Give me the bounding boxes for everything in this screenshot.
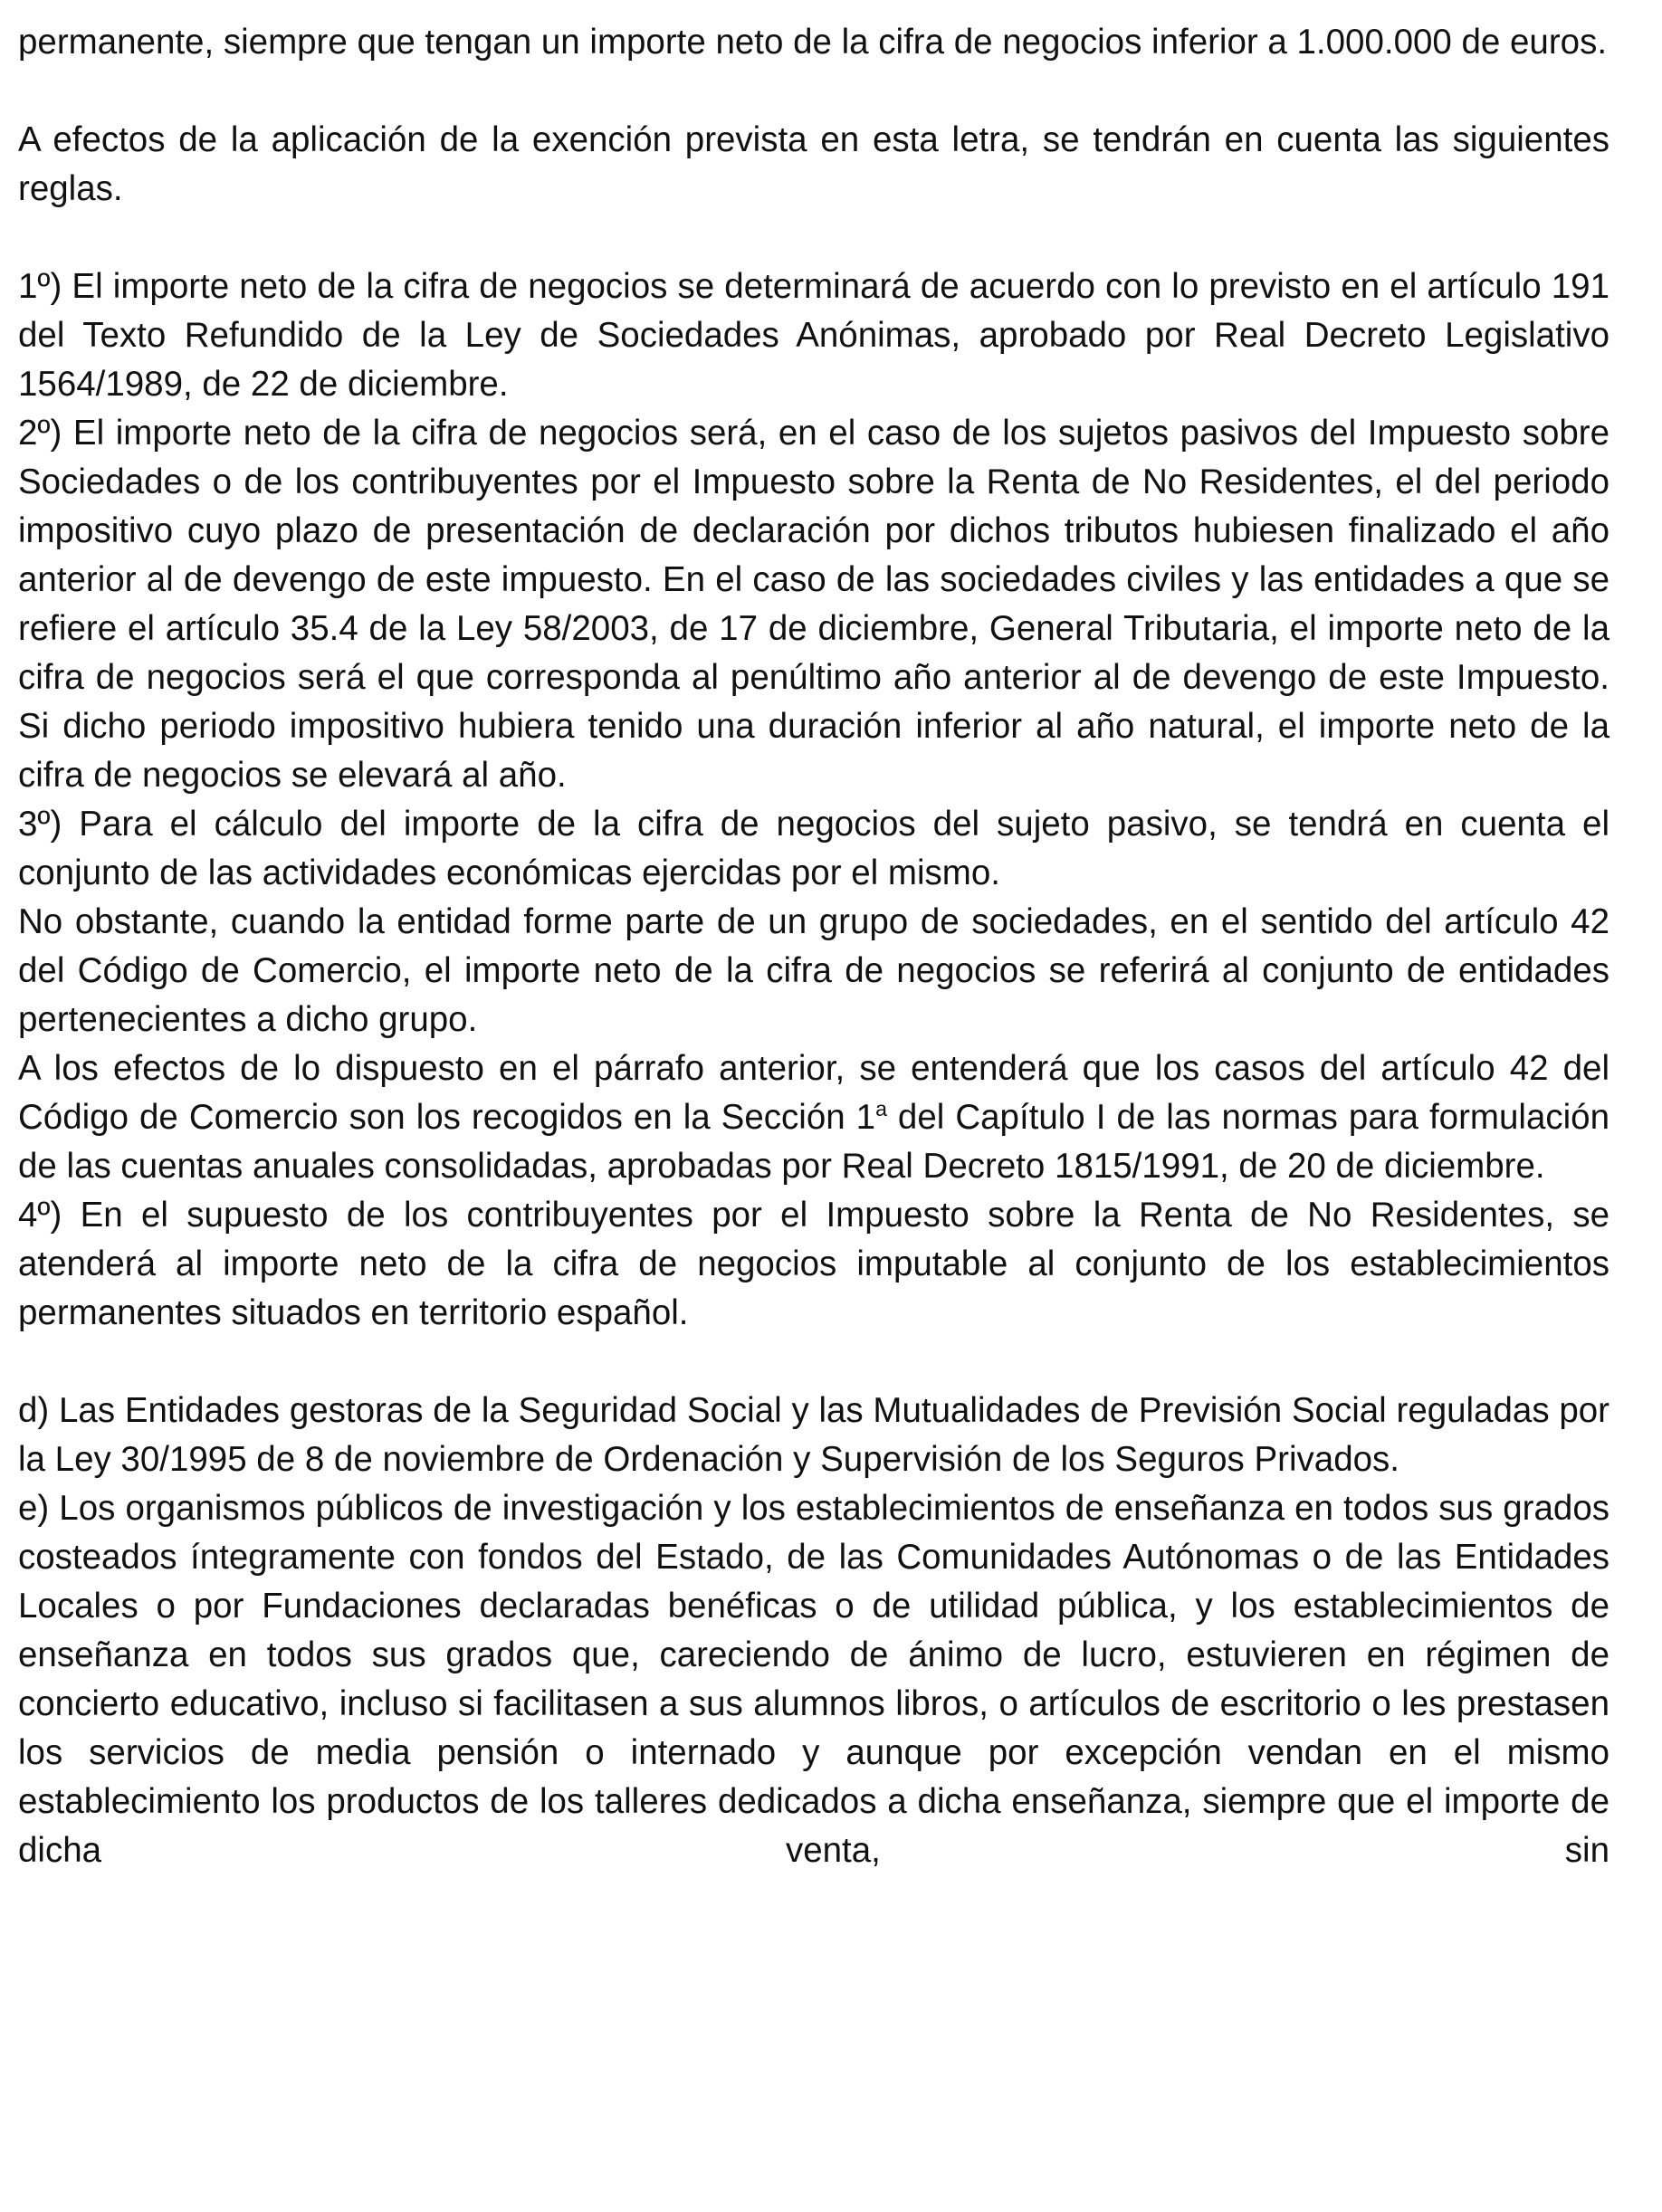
document-page (18, 18, 1609, 1875)
paragraph-gap (18, 1338, 1609, 1387)
paragraph-gap (18, 67, 1609, 116)
rule-1-paragraph: 1º) El importe neto de la cifra de negocios se determinará de acuerdo con lo previsto en el artículo 191 del Texto Refundido de la Ley de Sociedades Anónimas, aprobado por Real Decreto Legislativo 1564/1989, de 22 de diciembre. (18, 267, 1609, 404)
rule-3-paragraph: 3º) Para el cálculo del importe de la cifra de negocios del sujeto pasivo, se tendrá en cuenta el conjunto de las actividades económicas ejercidas por el mismo. (18, 805, 1609, 892)
rule-3-efectos-text-a: A los efectos de lo dispuesto en el párrafo anterior, se entenderá que los casos del artículo 42 del Código de Comercio son los recogidos en la Sección 1 (18, 1049, 1609, 1137)
rule-4-paragraph: 4º) En el supuesto de los contribuyentes por el Impuesto sobre la Renta de No Residentes, se atenderá al importe neto de la cifra de negocios imputable al conjunto de los establecimientos permanentes situados en territorio español. (18, 1196, 1609, 1332)
paragraph-gap (18, 214, 1609, 262)
rule-2-paragraph: 2º) El importe neto de la cifra de negocios será, en el caso de los sujetos pasivos del Impuesto sobre Sociedades o de los contribuyentes por el Impuesto sobre la Renta de No Residentes, el del periodo impositivo cuyo plazo de presentación de declaración por dichos tributos hubiesen finalizado el año anterior al de devengo de este impuesto. En el caso de las sociedades civiles y las entidades a que se refiere el artículo 35.4 de la Ley 58/2003, de 17 de diciembre, General Tributaria, el importe neto de la cifra de negocios será el que corresponda al penúltimo año anterior al de devengo de este Impuesto. Si dicho periodo impositivo hubiera tenido una duración inferior al año natural, el importe neto de la cifra de negocios se elevará al año. (18, 414, 1609, 795)
item-d-paragraph: d) Las Entidades gestoras de la Seguridad Social y las Mutualidades de Previsión Social reguladas por la Ley 30/1995 de 8 de noviembre de Ordenación y Supervisión de los Seguros Privados. (18, 1391, 1609, 1479)
item-e-paragraph: e) Los organismos públicos de investigación y los establecimientos de enseñanza en todos sus grados costeados íntegramente con fondos del Estado, de las Comunidades Autónomas o de las Entidades Locales o por Fundaciones declaradas benéficas o de utilidad pública, y los establecimientos de enseñanza en todos sus grados que, careciendo de ánimo de lucro, estuvieren en régimen de concierto educativo, incluso si facilitasen a sus alumnos libros, o artículos de escritorio o les prestasen los servicios de media pensión o internado y aunque por excepción vendan en el mismo establecimiento los productos de los talleres dedicados a dicha enseñanza, siempre que el importe de dicha venta, sin (18, 1489, 1609, 1870)
rule-3-no-obstante-paragraph: No obstante, cuando la entidad forme parte de un grupo de sociedades, en el sentido del artículo 42 del Código de Comercio, el importe neto de la cifra de negocios se referirá al conjunto de entidades pertenecientes a dicho grupo. (18, 902, 1609, 1039)
intro-paragraph: permanente, siempre que tengan un importe neto de la cifra de negocios inferior a 1.000.000 de euros. (18, 23, 1608, 62)
rule-3-efectos-paragraph (18, 1044, 1609, 1191)
rule-3-efectos-superscript: a (875, 1097, 887, 1121)
rule-3-efectos-text-b: del Capítulo I de las normas para formulación de las cuentas anuales consolidadas, aprobadas por Real Decreto 1815/1991, de 20 de diciembre. (18, 1098, 1609, 1186)
efectos-paragraph: A efectos de la aplicación de la exención prevista en esta letra, se tendrán en cuenta las siguientes reglas. (18, 120, 1609, 208)
